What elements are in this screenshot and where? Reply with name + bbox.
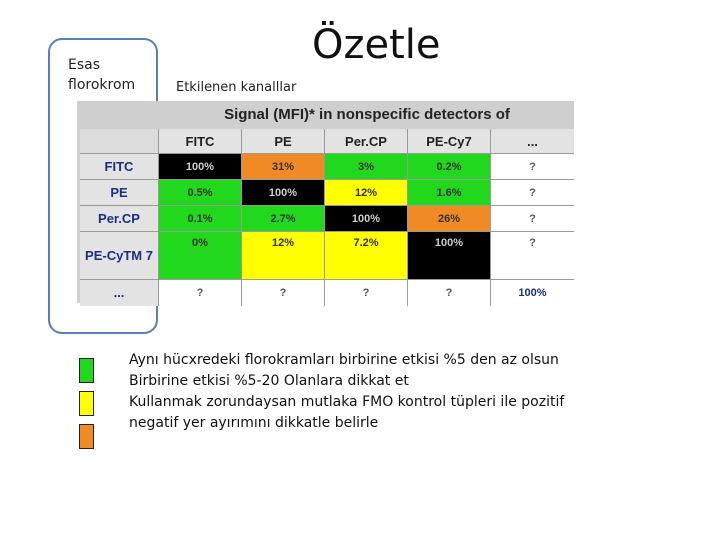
- column-header: PE-Cy7: [408, 129, 490, 153]
- table-cell: 0%: [159, 232, 241, 279]
- table-cell: 3%: [325, 154, 407, 179]
- column-header: FITC: [159, 129, 241, 153]
- primary-fluorochrome-label: [68, 55, 135, 95]
- table-cell: 100%: [159, 154, 241, 179]
- row-header: PE: [80, 180, 158, 205]
- note-2: Birbirine etkisi %5-20 Olanlara dikkat et: [129, 373, 409, 389]
- left-label-line-1: Esas: [68, 57, 101, 73]
- spillover-grid: [80, 129, 574, 306]
- column-header: PE: [242, 129, 324, 153]
- table-cell: 12%: [325, 180, 407, 205]
- column-header: Per.CP: [325, 129, 407, 153]
- table-cell: 31%: [242, 154, 324, 179]
- table-cell: 7.2%: [325, 232, 407, 279]
- table-cell: 0.1%: [159, 206, 241, 231]
- table-cell: 12%: [242, 232, 324, 279]
- row-header: FITC: [80, 154, 158, 179]
- table-cell: ?: [408, 280, 490, 306]
- note-1: Aynı hücxredeki florokramları birbirine etkisi %5 den az olsun: [129, 352, 559, 368]
- table-cell: ?: [491, 232, 574, 279]
- table-cell: 100%: [242, 180, 324, 205]
- page-title: Özetle: [312, 22, 441, 68]
- table-cell: ?: [491, 180, 574, 205]
- table-cell: 26%: [408, 206, 490, 231]
- table-cell: 100%: [325, 206, 407, 231]
- legend-swatch: [79, 391, 94, 416]
- row-header: ...: [80, 280, 158, 306]
- table-cell: 0.5%: [159, 180, 241, 205]
- table-header: Signal (MFI)* in nonspecific detectors of: [224, 106, 510, 123]
- column-header: ...: [491, 129, 574, 153]
- table-cell: ?: [325, 280, 407, 306]
- row-header: PE-CyTM 7: [80, 232, 158, 279]
- legend-swatch: [79, 358, 94, 383]
- table-cell: ?: [242, 280, 324, 306]
- table-cell: 0.2%: [408, 154, 490, 179]
- table-cell: 2.7%: [242, 206, 324, 231]
- note-3: Kullanmak zorundaysan mutlaka FMO kontrol tüpleri ile pozitif negatif yer ayırımını dikkatle belirle: [129, 394, 565, 431]
- row-header: Per.CP: [80, 206, 158, 231]
- table-cell: ?: [491, 154, 574, 179]
- affected-channels-label: Etkilenen kanalllar: [176, 80, 297, 95]
- table-cell: 1.6%: [408, 180, 490, 205]
- table-cell: 100%: [408, 232, 490, 279]
- legend-swatch: [79, 424, 94, 449]
- left-label-line-2: florokrom: [68, 77, 136, 93]
- notes: [129, 350, 569, 434]
- table-cell: ?: [159, 280, 241, 306]
- table-cell: 100%: [491, 280, 574, 306]
- table-corner: [80, 129, 158, 153]
- spillover-table: [77, 101, 574, 303]
- table-cell: ?: [491, 206, 574, 231]
